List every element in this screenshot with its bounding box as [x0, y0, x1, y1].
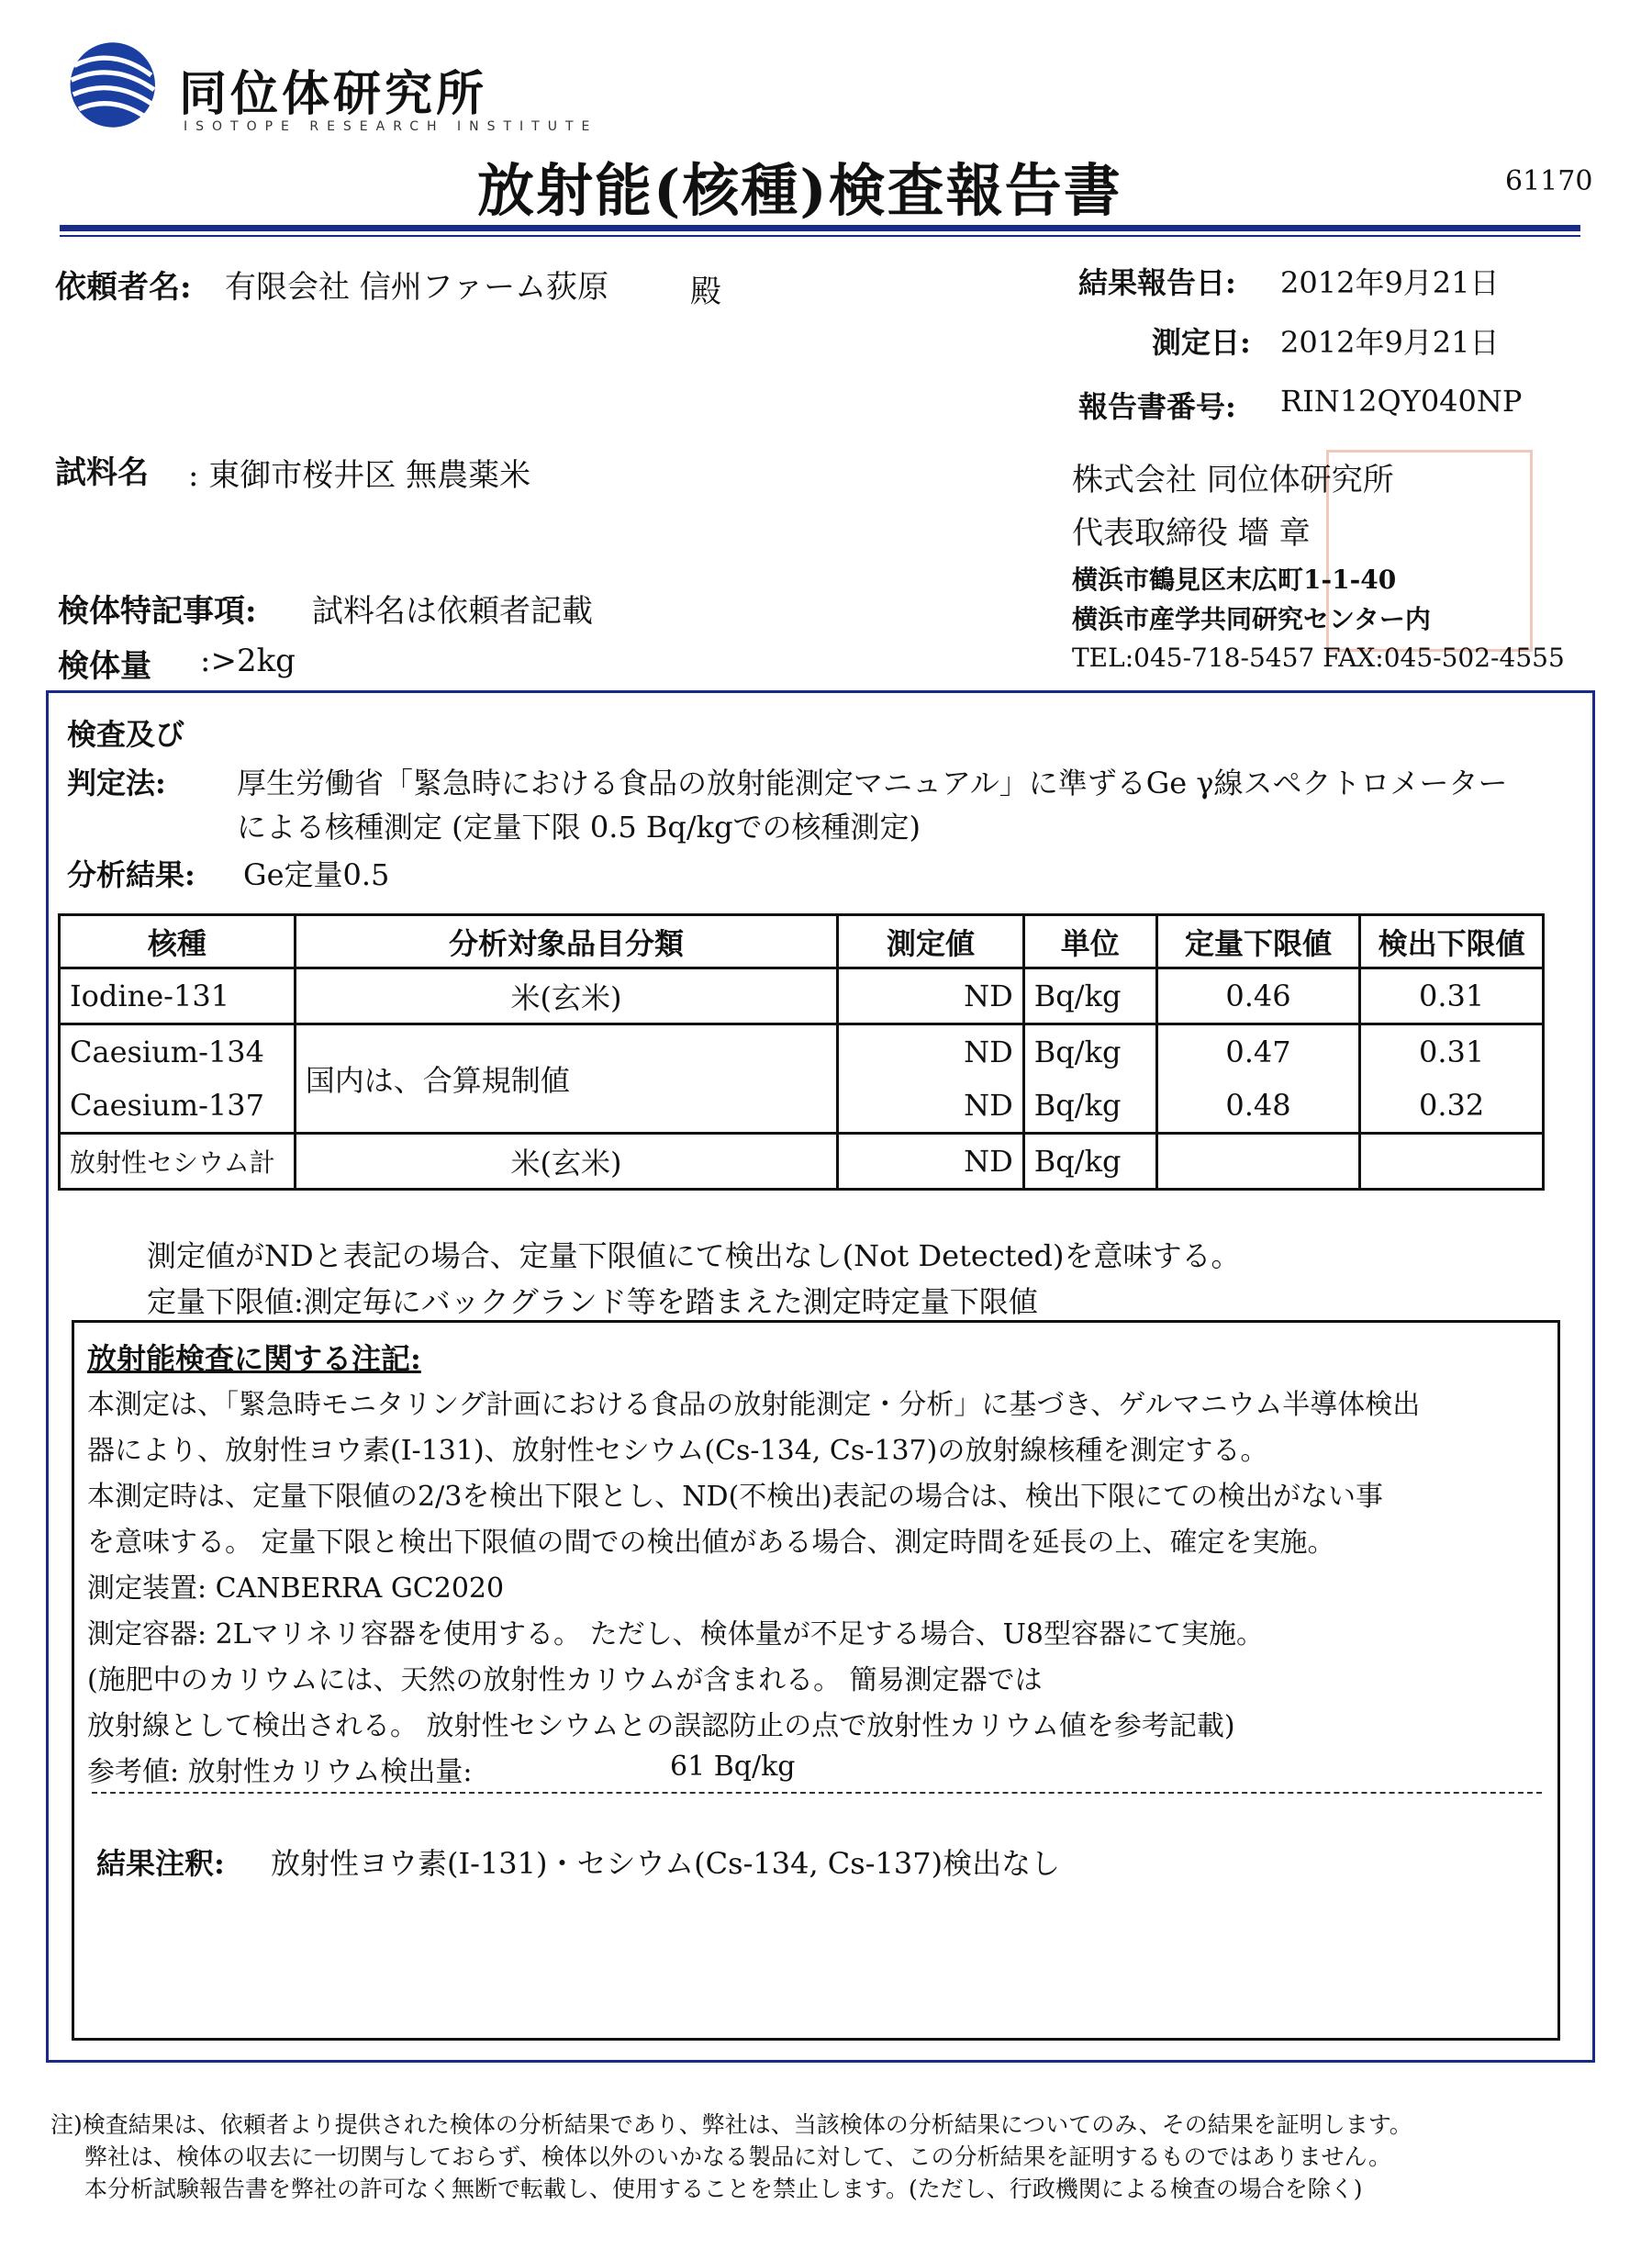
client-name: 有限会社 信州ファーム荻原	[225, 269, 609, 306]
detection-limit-cell: 0.32	[1360, 1079, 1544, 1134]
unit-cell: Bq/kg	[1023, 1079, 1156, 1134]
header-nuclide: 核種	[60, 915, 296, 968]
footnote-lq: 定量下限値:測定毎にバックグランド等を踏まえた測定時定量下限値	[147, 1284, 1038, 1319]
header-category: 分析対象品目分類	[295, 915, 837, 968]
value-cell: ND	[838, 968, 1024, 1024]
value-cell: ND	[838, 1024, 1024, 1080]
header-quantitation-limit: 定量下限値	[1156, 915, 1360, 968]
sample-amount-label: 検体量	[58, 648, 151, 685]
org-name: 同位体研究所	[179, 67, 488, 122]
detection-limit-cell	[1360, 1134, 1544, 1190]
category-cell: 国内は、合算規制値	[295, 1024, 837, 1134]
unit-cell: Bq/kg	[1023, 1134, 1156, 1190]
analysis-value: Ge定量0.5	[243, 857, 390, 892]
notes-heading: 放射能検査に関する注記:	[87, 1341, 421, 1376]
company-name: 株式会社 同位体研究所	[1072, 462, 1394, 498]
nuclide-cell: Iodine-131	[60, 968, 296, 1024]
notes-line: 測定装置: CANBERRA GC2020	[87, 1572, 505, 1605]
result-note-label: 結果注釈:	[96, 1846, 225, 1881]
method-description-2: による核種測定 (定量下限 0.5 Bq/kgでの核種測定)	[237, 810, 921, 845]
notes-divider	[92, 1792, 1542, 1794]
header-unit: 単位	[1023, 915, 1156, 968]
header-rule-thin	[60, 235, 1580, 237]
category-cell: 米(玄米)	[295, 1134, 837, 1190]
result-date: 2012年9月21日	[1280, 265, 1500, 300]
header-detection-limit: 検出下限値	[1360, 915, 1544, 968]
disclaimer-line: 本分析試験報告書を弊社の許可なく無断で転載し、使用することを禁止します。(ただし、行政機関による検査の場合を除く)	[84, 2176, 1363, 2202]
detection-limit-cell: 0.31	[1360, 968, 1544, 1024]
results-table	[58, 913, 1545, 1191]
org-subtitle: ISOTOPE RESEARCH INSTITUTE	[184, 119, 598, 134]
footnote-nd: 測定値がNDと表記の場合、定量下限値にて検出なし(Not Detected)を意味する。	[147, 1238, 1241, 1273]
disclaimer-line: 弊社は、検体の収去に一切関与しておらず、検体以外のいかなる製品に対して、この分析結果を証明するものではありません。	[84, 2143, 1392, 2170]
report-number-label: 報告書番号:	[1078, 389, 1236, 424]
disclaimer-line: 注)検査結果は、依頼者より提供された検体の分析結果であり、弊社は、当該検体の分析結果についてのみ、その結果を証明します。	[50, 2111, 1412, 2138]
company-address-2: 横浜市産学共同研究センター内	[1072, 604, 1431, 634]
document-title: 放射能(核種)検査報告書	[477, 157, 1122, 224]
nuclide-cell: Caesium-134	[60, 1024, 296, 1080]
category-cell: 米(玄米)	[295, 968, 837, 1024]
header-value: 測定値	[838, 915, 1024, 968]
notes-line: 放射線として検出される。 放射性セシウムとの誤認防止の点で放射性カリウム値を参考記載)	[87, 1710, 1235, 1742]
analysis-label: 分析結果:	[67, 857, 195, 892]
method-description-1: 厚生労働省「緊急時における食品の放射能測定マニュアル」に準ずるGe γ線スペクトロメーター	[237, 766, 1508, 800]
quantitation-limit-cell: 0.47	[1156, 1024, 1360, 1080]
measure-date-label: 測定日:	[1152, 325, 1251, 360]
sample-amount-value: :>2kg	[200, 643, 296, 679]
company-representative: 代表取締役 墻 章	[1072, 515, 1311, 552]
table-header-row	[60, 915, 1544, 968]
nuclide-cell: Caesium-137	[60, 1079, 296, 1134]
header-rule	[60, 225, 1580, 231]
sample-name: : 東御市桜井区 無農薬米	[188, 457, 531, 494]
sample-notes-value: 試料名は依頼者記載	[312, 593, 593, 630]
detection-limit-cell: 0.31	[1360, 1024, 1544, 1080]
report-number: RIN12QY040NP	[1280, 384, 1523, 419]
quantitation-limit-cell: 0.48	[1156, 1079, 1360, 1134]
notes-line: を意味する。 定量下限と検出下限値の間での検出値がある場合、測定時間を延長の上、確定を実施。	[87, 1527, 1335, 1559]
client-label: 依頼者名:	[55, 269, 192, 306]
result-date-label: 結果報告日:	[1078, 265, 1236, 300]
company-address-1: 横浜市鶴見区末広町1-1-40	[1072, 565, 1397, 595]
unit-cell: Bq/kg	[1023, 968, 1156, 1024]
quantitation-limit-cell	[1156, 1134, 1360, 1190]
notes-line: 器により、放射性ヨウ素(I-131)、放射性セシウム(Cs-134, Cs-137)の放射線核種を測定する。	[87, 1435, 1268, 1467]
quantitation-limit-cell: 0.46	[1156, 968, 1360, 1024]
method-label-1: 検査及び	[67, 717, 185, 752]
nuclide-cell: 放射性セシウム計	[60, 1134, 296, 1190]
table-row	[60, 1024, 1544, 1080]
method-label-2: 判定法:	[67, 766, 166, 800]
reference-value-label: 参考値: 放射性カリウム検出量:	[87, 1756, 473, 1788]
result-note-value: 放射性ヨウ素(I-131)・セシウム(Cs-134, Cs-137)検出なし	[271, 1846, 1061, 1881]
value-cell: ND	[838, 1079, 1024, 1134]
notes-line: 本測定は、「緊急時モニタリング計画における食品の放射能測定・分析」に基づき、ゲルマニウム半導体検出	[87, 1389, 1421, 1421]
client-honorific: 殿	[690, 274, 721, 310]
sample-label: 試料名	[55, 454, 149, 491]
value-cell: ND	[838, 1134, 1024, 1190]
reference-value: 61 Bq/kg	[670, 1751, 796, 1783]
table-row-total	[60, 1134, 1544, 1190]
notes-line: 測定容器: 2Lマリネリ容器を使用する。 ただし、検体量が不足する場合、U8型容器にて実施。	[87, 1618, 1264, 1650]
institute-logo-icon	[60, 37, 156, 133]
table-row	[60, 968, 1544, 1024]
document-number: 61170	[1505, 165, 1593, 197]
measure-date: 2012年9月21日	[1280, 325, 1500, 360]
notes-line: 本測定時は、定量下限値の2/3を検出下限とし、ND(不検出)表記の場合は、検出下限にての検出がない事	[87, 1481, 1383, 1513]
sample-notes-label: 検体特記事項:	[58, 593, 257, 630]
company-contact: TEL:045-718-5457 FAX:045-502-4555	[1072, 643, 1565, 673]
notes-line: (施肥中のカリウムには、天然の放射性カリウムが含まれる。 簡易測定器では	[87, 1664, 1043, 1696]
unit-cell: Bq/kg	[1023, 1024, 1156, 1080]
